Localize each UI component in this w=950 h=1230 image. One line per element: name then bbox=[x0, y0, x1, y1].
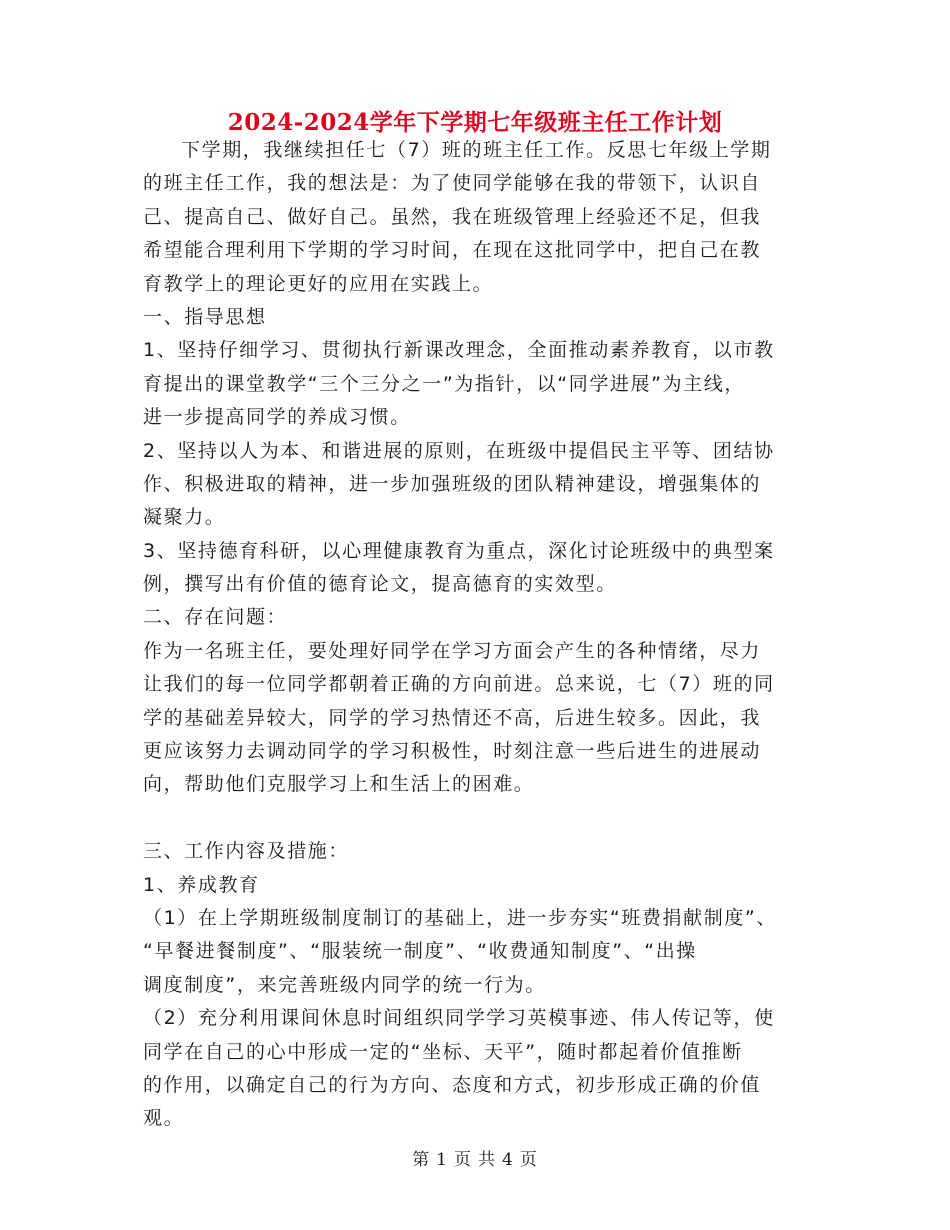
paragraph-line: 进一步提高同学的养成习惯。 bbox=[143, 406, 411, 429]
document-title: 2024-2024学年下学期七年级班主任工作计划 bbox=[227, 109, 723, 136]
subsection-heading: 1、养成教育 bbox=[143, 873, 260, 896]
footer-page-mid: 页 bbox=[454, 1150, 472, 1170]
paragraph-line: 3、坚持德育科研，以心理健康教育为重点，深化讨论班级中的典型案 bbox=[143, 539, 775, 562]
paragraph-line: 的班主任工作，我的想法是：为了使同学能够在我的带领下，认识自 bbox=[143, 172, 762, 195]
footer-page-prefix: 第 bbox=[412, 1150, 431, 1170]
paragraph-line: 育提出的课堂教学“三个三分之一”为指针，以“同学进展”为主线， bbox=[143, 372, 745, 395]
paragraph-line: 观。 bbox=[143, 1107, 185, 1130]
paragraph-line: 希望能合理利用下学期的学习时间，在现在这批同学中，把自己在教 bbox=[143, 239, 762, 262]
paragraph-line: 的作用，以确定自己的行为方向、态度和方式，初步形成正确的价值 bbox=[143, 1073, 762, 1096]
footer-total-suffix: 页 bbox=[519, 1150, 538, 1170]
paragraph-line: 更应该努力去调动同学的学习积极性，时刻注意一些后进生的进展动 bbox=[143, 740, 762, 763]
paragraph-line: 让我们的每一位同学都朝着正确的方向前进。总来说，七（7）班的同 bbox=[143, 673, 775, 696]
paragraph-line: 己、提高自己、做好自己。虽然，我在班级管理上经验还不足，但我 bbox=[143, 205, 762, 228]
paragraph-line: 下学期，我继续担任七（7）班的班主任工作。反思七年级上学期 bbox=[181, 139, 772, 161]
footer-page-number: 1 bbox=[436, 1150, 448, 1170]
section-heading: 二、存在问题： bbox=[143, 606, 288, 629]
footer-total-pages: 4 bbox=[502, 1150, 514, 1170]
section-heading: 一、指导思想 bbox=[143, 305, 267, 328]
paragraph-line: 凝聚力。 bbox=[143, 506, 226, 529]
paragraph-line: 同学在自己的心中形成一定的“坐标、天平”，随时都起着价值推断 bbox=[143, 1040, 743, 1063]
paragraph-line: （2）充分利用课间休息时间组织同学学习英模事迹、伟人传记等，使 bbox=[143, 1007, 775, 1030]
paragraph-line: “早餐进餐制度”、“服装统一制度”、“收费通知制度”、“出操 bbox=[143, 940, 697, 963]
paragraph-line: 学的基础差异较大，同学的学习热情还不高，后进生较多。因此，我 bbox=[143, 706, 762, 729]
footer-total-prefix: 共 bbox=[478, 1150, 496, 1170]
paragraph-line: （1）在上学期班级制度制订的基础上，进一步夯实“班费捐献制度”、 bbox=[143, 906, 777, 929]
document-body bbox=[143, 134, 828, 1136]
paragraph-line: 作为一名班主任，要处理好同学在学习方面会产生的各种情绪，尽力 bbox=[143, 639, 762, 662]
paragraph-line: 育教学上的理论更好的应用在实践上。 bbox=[143, 272, 494, 295]
section-heading: 三、工作内容及措施： bbox=[143, 840, 350, 863]
paragraph-line: 1、坚持仔细学习、贯彻执行新课改理念，全面推动素养教育，以市教 bbox=[143, 339, 775, 362]
paragraph-line: 调度制度”，来完善班级内同学的统一行为。 bbox=[143, 973, 546, 996]
paragraph-line: 2、坚持以人为本、和谐进展的原则，在班级中提倡民主平等、团结协 bbox=[143, 439, 775, 462]
page-footer bbox=[0, 1148, 950, 1172]
blank-line bbox=[143, 802, 828, 835]
paragraph-line: 作、积极进取的精神，进一步加强班级的团队精神建设，增强集体的 bbox=[143, 472, 762, 495]
paragraph-line: 向，帮助他们克服学习上和生活上的困难。 bbox=[143, 773, 535, 796]
paragraph-line: 例，撰写出有价值的德育论文，提高德育的实效型。 bbox=[143, 573, 617, 596]
